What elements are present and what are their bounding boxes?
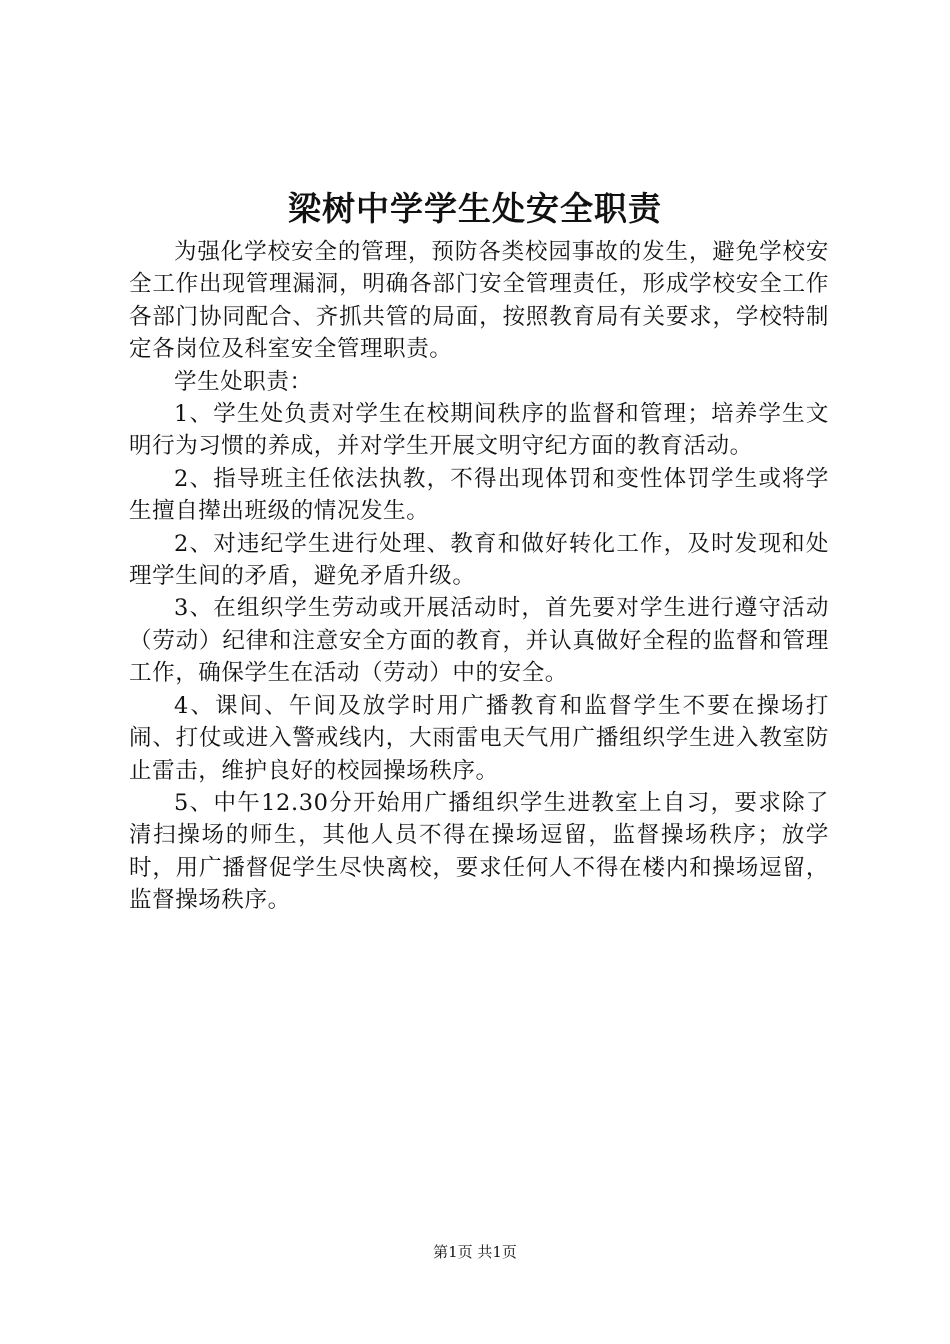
document-body <box>129 236 829 917</box>
duty-item: 4、课间、午间及放学时用广播教育和监督学生不要在操场打闹、打仗或进入警戒线内，大雨雷电天气用广播组织学生进入教室防止雷击，维护良好的校园操场秩序。 <box>129 692 829 784</box>
duty-item: 5、中午12.30分开始用广播组织学生进教室上自习，要求除了清扫操场的师生，其他人员不得在操场逗留，监督操场秩序；放学时，用广播督促学生尽快离校，要求任何人不得在楼内和操场逗留，监督操场秩序。 <box>129 789 829 914</box>
duty-item: 2、对违纪学生进行处理、教育和做好转化工作，及时发现和处理学生间的矛盾，避免矛盾升级。 <box>129 530 829 590</box>
document-title: 梁树中学学生处安全职责 <box>288 189 662 228</box>
duty-item: 2、指导班主任依法执教，不得出现体罚和变性体罚学生或将学生擅自撵出班级的情况发生。 <box>129 465 829 525</box>
duty-item: 3、在组织学生劳动或开展活动时，首先要对学生进行遵守活动（劳动）纪律和注意安全方面的教育，并认真做好全程的监督和管理工作，确保学生在活动（劳动）中的安全。 <box>129 595 829 687</box>
duty-item: 1、学生处负责对学生在校期间秩序的监督和管理；培养学生文明行为习惯的养成，并对学生开展文明守纪方面的教育活动。 <box>129 401 829 460</box>
page-footer: 第1页 共1页 <box>433 1243 517 1261</box>
section-heading: 学生处职责： <box>174 368 313 395</box>
intro-paragraph: 为强化学校安全的管理，预防各类校园事故的发生，避免学校安全工作出现管理漏洞，明确各部门安全管理责任，形成学校安全工作各部门协同配合、齐抓共管的局面，按照教育局有关要求，学校特制定各岗位及科室安全管理职责。 <box>129 239 829 363</box>
